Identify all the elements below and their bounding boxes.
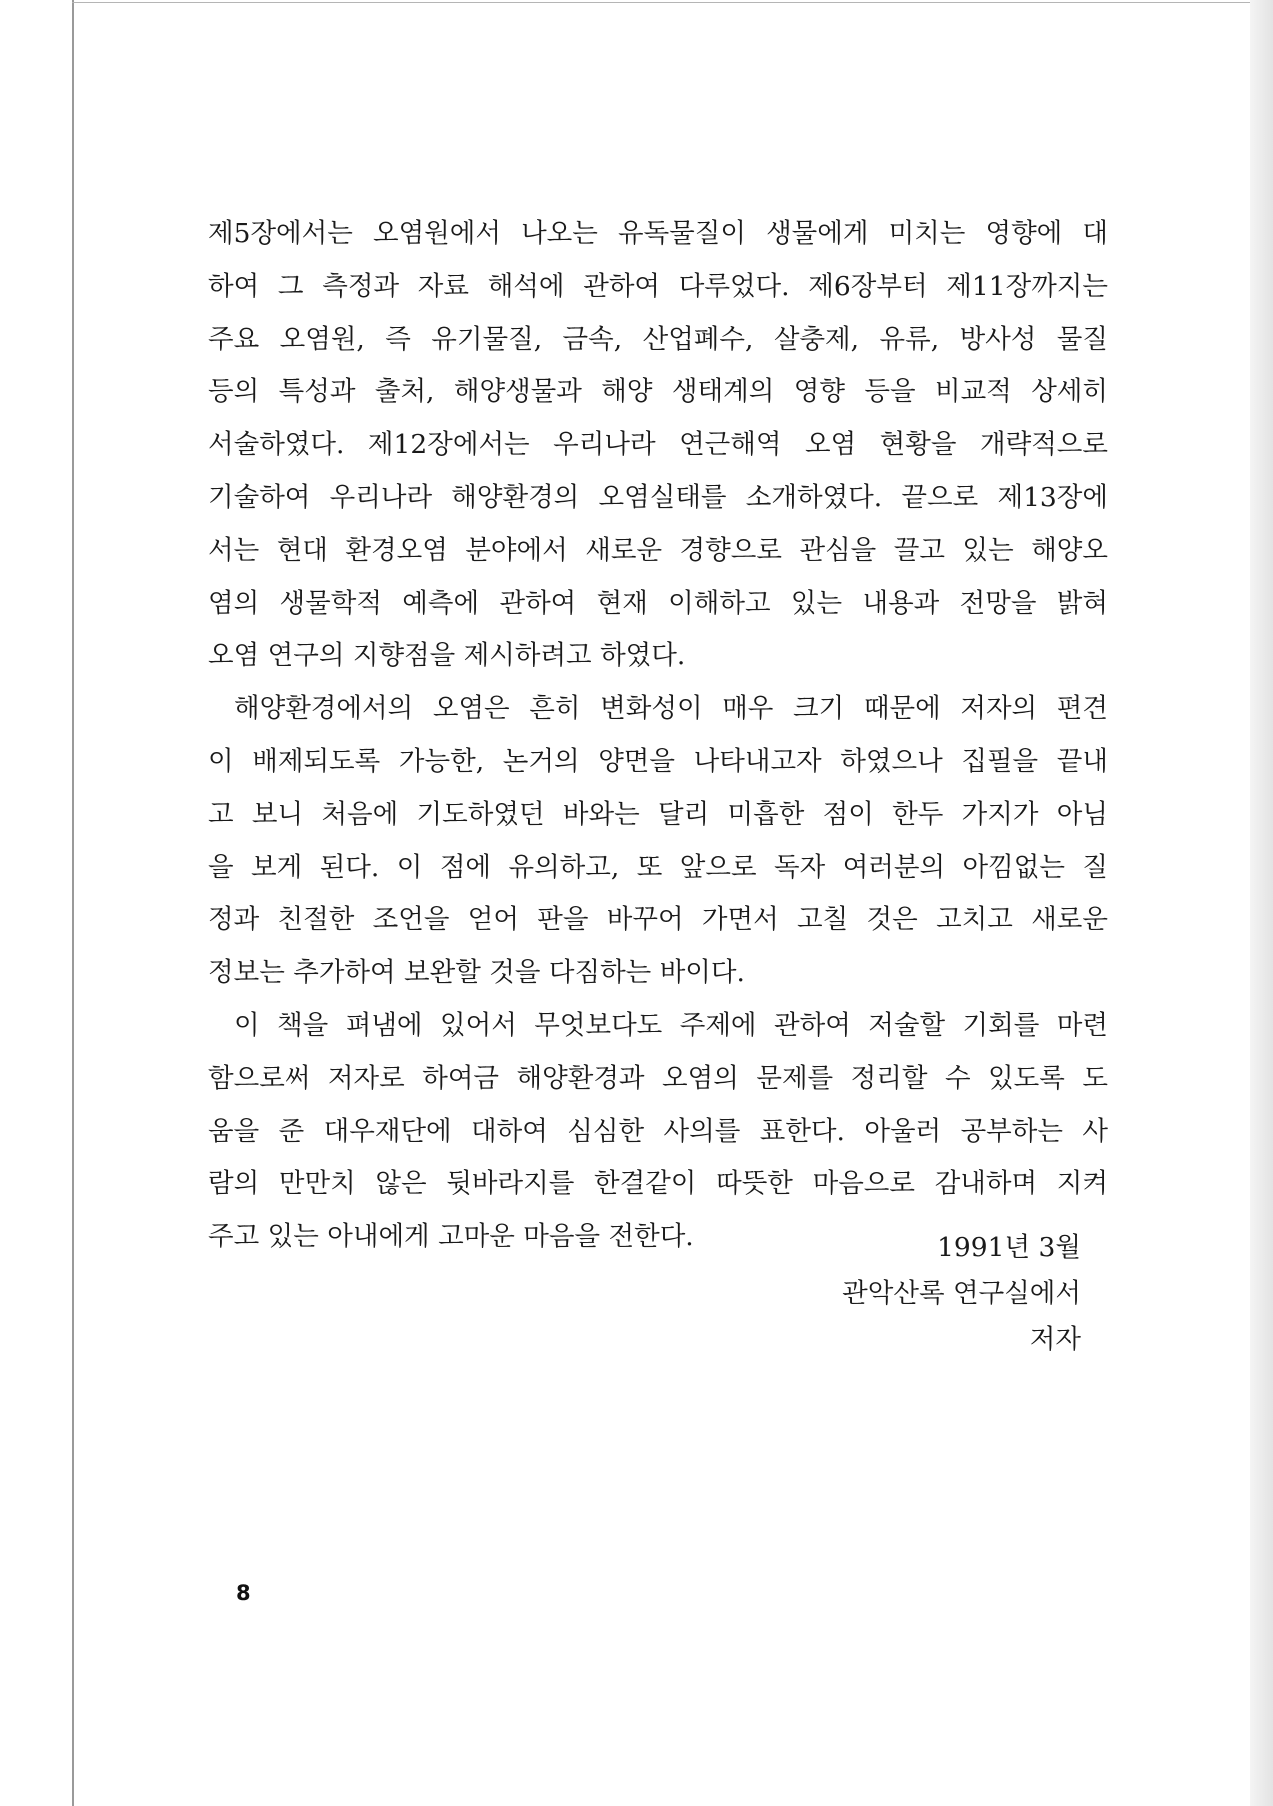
text-line: 이 배제되도록 가능한, 논거의 양면을 나타내고자 하였으나 집필을 끝내 <box>208 745 1108 777</box>
signature-author: 저자 <box>1029 1324 1081 1355</box>
text-line: 하여 그 측정과 자료 해석에 관하여 다루었다. 제6장부터 제11장까지는 <box>208 270 1108 302</box>
text-line: 오염 연구의 지향점을 제시하려고 하였다. <box>208 640 686 672</box>
text-line: 기술하여 우리나라 해양환경의 오염실태를 소개하였다. 끝으로 제13장에 <box>208 481 1108 513</box>
text-line: 주고 있는 아내에게 고마운 마음을 전한다. <box>208 1221 694 1253</box>
text-line: 움을 준 대우재단에 대하여 심심한 사의를 표한다. 아울러 공부하는 사 <box>208 1115 1108 1147</box>
text-line: 주요 오염원, 즉 유기물질, 금속, 산업폐수, 살충제, 유류, 방사성 물질 <box>208 323 1108 355</box>
text-line: 서술하였다. 제12장에서는 우리나라 연근해역 오염 현황을 개략적으로 <box>208 429 1108 461</box>
page-top-edge <box>72 2 1250 3</box>
signature-block <box>842 1225 1081 1363</box>
text-line: 함으로써 저자로 하여금 해양환경과 오염의 문제를 정리할 수 있도록 도 <box>208 1062 1108 1094</box>
text-line: 을 보게 된다. 이 점에 유의하고, 또 앞으로 독자 여러분의 아낌없는 질 <box>208 851 1108 883</box>
text-line: 정보는 추가하여 보완할 것을 다짐하는 바이다. <box>208 957 745 989</box>
text-line: 등의 특성과 출처, 해양생물과 해양 생태계의 영향 등을 비교적 상세히 <box>208 376 1108 408</box>
page-number: 8 <box>236 1581 251 1605</box>
page-right-shadow <box>1250 0 1273 1806</box>
text-line: 이 책을 펴냄에 있어서 무엇보다도 주제에 관하여 저술할 기회를 마련 <box>234 1009 1108 1041</box>
page-left-edge <box>72 0 74 1806</box>
paragraph-1 <box>208 208 1108 683</box>
text-line: 람의 만만치 않은 뒷바라지를 한결같이 따뜻한 마음으로 감내하며 지켜 <box>208 1168 1108 1200</box>
signature-place: 관악산록 연구실에서 <box>842 1278 1081 1309</box>
signature-date: 1991년 3월 <box>937 1232 1081 1263</box>
text-line: 제5장에서는 오염원에서 나오는 유독물질이 생물에게 미치는 영향에 대 <box>208 218 1108 249</box>
paragraph-2 <box>208 683 1108 1000</box>
text-line: 서는 현대 환경오염 분야에서 새로운 경향으로 관심을 끌고 있는 해양오 <box>208 534 1108 566</box>
preface-body <box>208 208 1108 1264</box>
text-line: 고 보니 처음에 기도하였던 바와는 달리 미흡한 점이 한두 가지가 아님 <box>208 798 1108 830</box>
text-line: 해양환경에서의 오염은 흔히 변화성이 매우 크기 때문에 저자의 편견 <box>234 693 1108 725</box>
text-line: 정과 친절한 조언을 얻어 판을 바꾸어 가면서 고칠 것은 고치고 새로운 <box>208 904 1108 936</box>
text-line: 염의 생물학적 예측에 관하여 현재 이해하고 있는 내용과 전망을 밝혀 <box>208 587 1108 619</box>
